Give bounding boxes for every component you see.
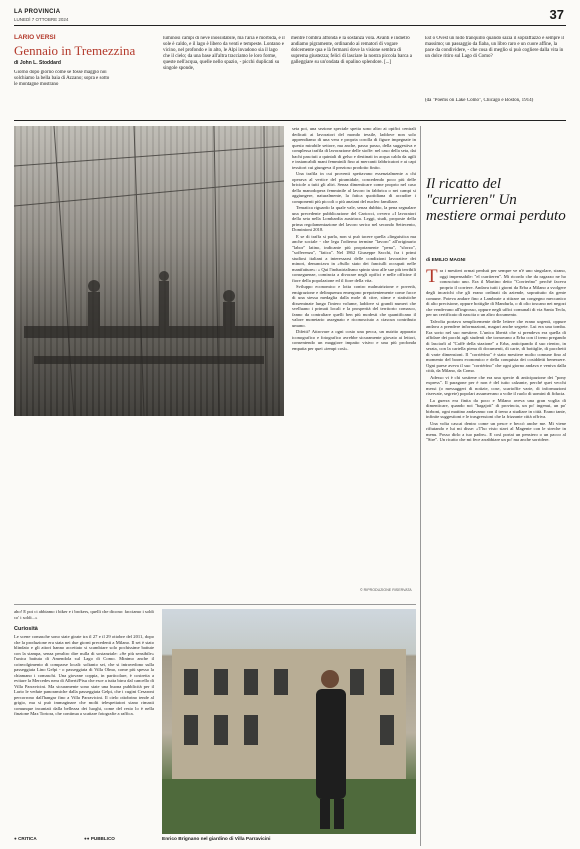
article-byline: di EMILIO MAGNI xyxy=(426,258,466,263)
masthead: LA PROVINCIA xyxy=(14,9,61,15)
poem-source: (da "Poems on Lake Como", Chicago e Boston, 1914) xyxy=(425,98,534,103)
issue-date: LUNEDÌ 7 OTTOBRE 2024 xyxy=(14,17,69,22)
middle-paragraph: E se di traffa si parla, non si può tacere quella «linguistica ma anche sociale - che lega l'odierno termine "lavoro" all'originario "labor" latino, indicante più propriamente "pena", "sforzo", "sofferenza", "fatica". Nel 1862 Giuseppe Sacchi, fra i primi studiosi italiani a interessarsi delle condizioni lavorative dei minori, denunciava in «Sullo stato dei fanciulli occupati nelle manifatture»: « Qui l'industrialismo spinto sino alle sue più terribili conseguenze, comincia a divorare negli opifici e nelle officine il fiore della popolazione ed il fiore della vita. xyxy=(292,233,416,283)
right-column-divider xyxy=(420,126,421,846)
poem-text-col4: Est o Ovest un nido tranquillo quando sazia il sopraffazzo è sempre il massimo; un passaggio da fiaba, un libro raro e un cuore affine, la pace da condividere, - che cosa di meglio si può cogliere dalla vita in un dolce ritiro sul Lago di Como? xyxy=(425,36,565,59)
middle-paragraph: Tematica riguardo la quale vale, senza dubbio, la pena segnalare una precedente pubblicazione del Cartocci, ovvero «I lavoratori della seta nella Lombardia austriaca. Leggi, studi, proposte della prima regolamentazione del lavoro serico nel secondo Settecento, Dominioni 2018. xyxy=(292,205,416,232)
middle-paragraph: Sviluppo economico e lotta contro malnutrizione e povertà, emigrazione e delinquenza emergono prepotentemente come facce di una stessa medaglia dalla mole di citre, stime e statistiche disseminate lungo l'intero volume, laddove si grandi numeri che svelluano i primati locali e la prosperità del territorio comasco, fanno da contraltare quelli ben più modesti che quantificano il valore monetario assegnato e riconosciuto a ciascun contributo umano. xyxy=(292,284,416,328)
villa-photo xyxy=(162,609,416,834)
bottom-section-rule xyxy=(14,604,416,605)
middle-paragraph: Una trafila in cui proventi spettavano essenzialmente a chi operava al vertice del piramidale, concedendo poco più delle briciole a tutti gli altri. Senza dimenticare come proprio nel caso della manodopera femminile al lavoro in fabbrica o nei campi si aggiungere, naturalmente, la fatica quotidiana di accudire i componenti più piccoli o più anziani del nucleo familiare. xyxy=(292,171,416,204)
article-body xyxy=(426,268,566,844)
historic-textile-photo xyxy=(14,126,284,416)
curiosita-intro: aho! E poi ci abbiamo i biker e i brokers, quelli che dicono: facciamo i soldi co' i soldi...» xyxy=(14,609,154,620)
middle-article-text xyxy=(292,126,416,584)
star-icon: ●● xyxy=(84,836,90,841)
poem-title: Gennaio in Tremezzina xyxy=(14,43,136,58)
article-paragraph: Talvolta portava semplicemente delle lettere che erano urgenti, oppure andava a prendere informazioni, magari anche segrete. Lui era una tomba. Era sorto nel suo mestiere. L'unica libertà che si prendeva era quella di affidare dei pacchi agli studenti che tornavano a Erba con il treno pregando di lasciarli al "Caffè della stazione" a Erba, anticipando il suo rientro, in serata, con la cartella piena di documenti, di carte, di bottiglie, di pacchetti di varie dimensioni. Il "corriérìno" è stato mestiere molto comune fino al momento del boom economico e della conquista dei cosiddetti benessere. Ogni paese aveva il suo "corriérìno" che ogni giorno andava e veniva dalla città, da Milano, da Como. xyxy=(426,318,566,373)
poem-author: di John L. Stoddard xyxy=(14,60,61,66)
rating-pubblico: ●● PUBBLICO xyxy=(84,836,115,841)
curiosita-text: Le scene comasche sono state girate tra il 27 e il 29 ottobre del 2011, dopo che la produzione era stata nei due giorni precedenti a Milano. Il set è stato blindato e gli attori hanno accettato si scambiare solo pochissime battute con la stampa, senza peraltro dire nulla di sostanziale: «Se più sensibile» l'unica battuta di Amendola sul Lago di Como. Minimo anche il coinvolgimento di comparse locali: soltanto sei, che si intravedono sulla passeggiata Lino Gelpi - o passeggiata di Villa Olmo, come più spesso la chiamano i comaschi. Una giovane coppia, in particolare, è costretta a evitare la Mercedes nera di Alberti/Pisu che esce a tutta birra dal cancello di Villa Parravicini. Ma sicuramente sono state una buona pubblicità per il Lario le vedute panoramiche dalla passeggiata Gelpi, che i cugini Cesaroni percorrono dall'hangar fino a Villa Parravicini. Il cielo ottobrino tende al grigio, ma si può immaginare che molti telespettatori siano rimasti comunque incantati dalla bellezza dei luoghi, come del resto lo è nella finzione Max Tortora, che continua a scattare fotografie a raffica. xyxy=(14,634,154,716)
copyright-note: © RIPRODUZIONE RISERVATA xyxy=(360,588,412,592)
middle-paragraph: Difetti? Attrovare a ogni costo una pecca, un nutrito apparato iconografico e fotografico avrebbe sicuramente giovato ai lettori, consentendo un maggiore impatto visivo e una più profonda empatia per quei «tempi così». xyxy=(292,329,416,351)
poem-text-col3: mentre l'ombra affonda e la sostanza vola. Avanti e indietro andiamo pigramente, ordinando ai rematori di vogare dolcemente qua e là fermarsi dove la visione sembra di suprema giustezza; felici di lasciare la nostra piccola barca a galleggiare su un'ondata di opalino splendore. [...] xyxy=(291,36,412,65)
article-dropcap: T xyxy=(426,268,438,287)
photo-caption: Enrico Brignano nel giardino di Villa Parravicini xyxy=(162,837,271,842)
poem-text-col2: luminosi campi di neve inossidabile, ma l'aria è morbida, e il sole è caldo, e il lago è libero da venti e tempeste. Lontano e vicino, nel profondo e in alto, le Alpi invadono sia il lago che il cielo; da una base all'altra tracciamo le loro forme, queste nell'acqua, quelle nello spazio, - picchi duplicati su singole sponde, xyxy=(163,36,285,71)
factory-interior-illustration xyxy=(14,126,284,416)
header-rule xyxy=(14,25,566,26)
villa-garden-illustration xyxy=(162,609,416,834)
article-paragraph: Tra i mestieri ormai perduti per sempre ve n'è uno singolare, strano, oggi impensabile: "el curriieren". Mi ricordo che da ragazzo ne ho conosciuto uno. Era il Martino detto "Corrierìno" perché faceva proprio il corriere. Andava tutti i giorni da Erba a Milano a svolgere degli incarichi che gli erano ordinati da aziende, soprattutto da gente comune. Poteva andare fino a Lambrate a ritirare un congegno meccanico di alto precisione, oppure bottiglie di Mandurla, o di olio toscano nei negozi che vendevano all'ingrosso, oppure negli uffici comunali di via Santa Tecla, per un certificato di nascita o un altro documento. xyxy=(426,268,566,317)
middle-paragraph: seta poi, una sezione speciale spetta sono altro ai opifici centrali dedicati ai lavoratori del mondo tessile, laddove non solo apprendiamo di una vera e propria corolla di figure impegnate in questo mirabile settore, ma anche, passo passo, della suggestiva e complessa trafila di lavorazione delle stoffe: nel caso della seta, dai bachi pasciuti a quintali di gelso e destinati in acqua calda da agili e instancabili mani femminili fino ai mercanti fabbricatori e ai capi tessitori cui giungeva il prezioso prodotto finito. xyxy=(292,126,416,170)
poem-text-col1: Giorno dopo giorno come se fosse maggio noi solchiamo la bella baia di Azzano; sopra e sotto le montagne mostrano xyxy=(14,70,110,87)
curiosita-heading: Curiosità xyxy=(14,626,38,632)
article-paragraph: Una volta cascai dentro come un pesce e beccò anche me. Mi viene rifiutando e lui mi disse: «T'ho visto stavi al Magente con le streche in menu. Posso dirlo a tuo padre». E così portai un pensiero o un pacco al "Sire". Un ricatto che mi fece arrabbiare un po' ma anche sorridere. xyxy=(426,420,566,442)
article-headline: Il ricatto del "currieren" Un mestiere ormai perduto xyxy=(426,176,566,224)
rating-critica: ● CRITICA xyxy=(14,836,37,841)
page-number: 37 xyxy=(549,7,564,22)
star-icon: ● xyxy=(14,836,17,841)
poem-bottom-rule xyxy=(14,120,566,121)
article-paragraph: La guerra era finita da poco e Milano aveva una gran voglia di dimenticare, quando noi "bagajott" di provincia, un po' ingenui, un po' birboni, ogni mattino andavamo con il treno a studiare in città. Erano tante, infinite suggestioni e le trasgressioni che la frizzante città offriva. xyxy=(426,397,566,419)
poem-section-label: LARIO VERSI xyxy=(14,34,56,41)
article-paragraph: Adesso vi è chi sostiene che era una specie di anticipazione dei "pony express". Il paragone per è non è del tutto calzante, perché quei vecchi messi (o messaggeri di notizie, cose, scartoffie varie, di informazioni riservate, segrete) popolari assumevano a volte il ruolo di uomini di fiducia. xyxy=(426,374,566,396)
